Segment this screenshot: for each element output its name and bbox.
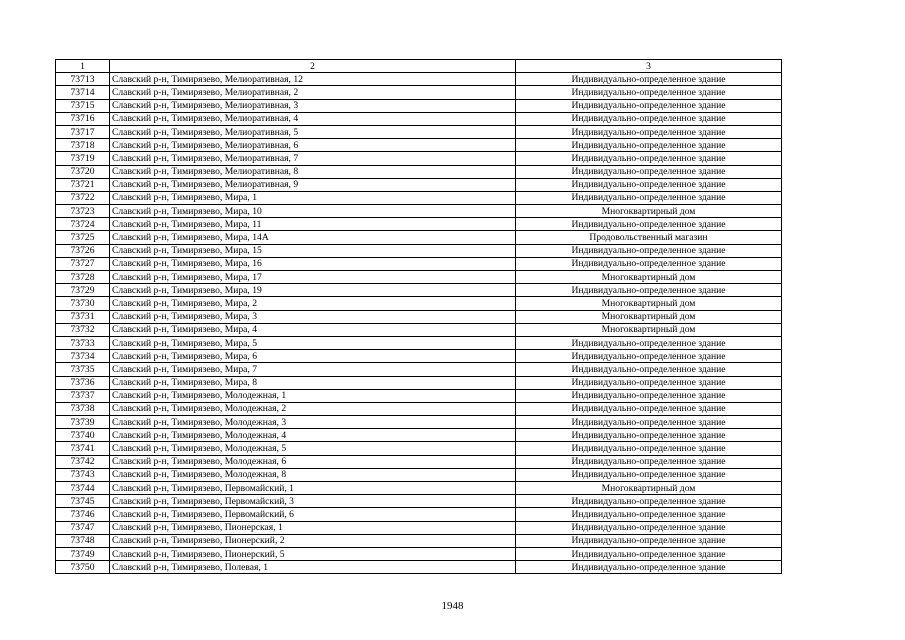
buildings-table	[55, 59, 782, 574]
building-type-cell: Многоквартирный дом	[516, 205, 782, 218]
address-cell: Славский р-н, Тимирязево, Молодежная, 2	[110, 402, 516, 415]
table-row	[56, 86, 782, 99]
building-type-cell: Индивидуально-определенное здание	[516, 389, 782, 402]
registry-number-cell: 73732	[56, 323, 110, 336]
building-type-cell: Индивидуально-определенное здание	[516, 336, 782, 349]
building-type-cell: Индивидуально-определенное здание	[516, 376, 782, 389]
registry-number-cell: 73739	[56, 416, 110, 429]
registry-number-cell: 73722	[56, 191, 110, 204]
registry-number-cell: 73713	[56, 73, 110, 86]
building-type-cell: Индивидуально-определенное здание	[516, 350, 782, 363]
address-cell: Славский р-н, Тимирязево, Мира, 8	[110, 376, 516, 389]
registry-number-cell: 73714	[56, 86, 110, 99]
building-type-cell: Индивидуально-определенное здание	[516, 442, 782, 455]
registry-number-cell: 73736	[56, 376, 110, 389]
table-row	[56, 73, 782, 86]
table-row	[56, 271, 782, 284]
address-cell: Славский р-н, Тимирязево, Мира, 15	[110, 244, 516, 257]
address-cell: Славский р-н, Тимирязево, Мира, 1	[110, 191, 516, 204]
building-type-cell: Индивидуально-определенное здание	[516, 99, 782, 112]
table-row	[56, 482, 782, 495]
table-row	[56, 561, 782, 574]
registry-number-cell: 73735	[56, 363, 110, 376]
address-cell: Славский р-н, Тимирязево, Мелиоративная, 6	[110, 139, 516, 152]
column-header-2: 2	[110, 60, 516, 73]
registry-number-cell: 73721	[56, 178, 110, 191]
table-row	[56, 99, 782, 112]
building-type-cell: Индивидуально-определенное здание	[516, 284, 782, 297]
table-row	[56, 495, 782, 508]
address-cell: Славский р-н, Тимирязево, Первомайский, 6	[110, 508, 516, 521]
building-type-cell: Многоквартирный дом	[516, 310, 782, 323]
building-type-cell: Индивидуально-определенное здание	[516, 86, 782, 99]
address-cell: Славский р-н, Тимирязево, Молодежная, 8	[110, 468, 516, 481]
table-row	[56, 442, 782, 455]
registry-number-cell: 73718	[56, 139, 110, 152]
registry-number-cell: 73719	[56, 152, 110, 165]
address-cell: Славский р-н, Тимирязево, Молодежная, 3	[110, 416, 516, 429]
building-type-cell: Индивидуально-определенное здание	[516, 468, 782, 481]
registry-number-cell: 73742	[56, 455, 110, 468]
address-cell: Славский р-н, Тимирязево, Мира, 3	[110, 310, 516, 323]
column-header-3: 3	[516, 60, 782, 73]
column-header-1: 1	[56, 60, 110, 73]
address-cell: Славский р-н, Тимирязево, Мира, 4	[110, 323, 516, 336]
registry-number-cell: 73730	[56, 297, 110, 310]
building-type-cell: Индивидуально-определенное здание	[516, 495, 782, 508]
registry-number-cell: 73741	[56, 442, 110, 455]
address-cell: Славский р-н, Тимирязево, Пионерская, 1	[110, 521, 516, 534]
table-row	[56, 284, 782, 297]
address-cell: Славский р-н, Тимирязево, Мелиоративная, 2	[110, 86, 516, 99]
table-row	[56, 165, 782, 178]
table-row	[56, 429, 782, 442]
address-cell: Славский р-н, Тимирязево, Мира, 7	[110, 363, 516, 376]
registry-number-cell: 73723	[56, 205, 110, 218]
address-cell: Славский р-н, Тимирязево, Мира, 11	[110, 218, 516, 231]
building-type-cell: Индивидуально-определенное здание	[516, 547, 782, 560]
table-row	[56, 508, 782, 521]
address-cell: Славский р-н, Тимирязево, Полевая, 1	[110, 561, 516, 574]
table-row	[56, 521, 782, 534]
address-cell: Славский р-н, Тимирязево, Молодежная, 5	[110, 442, 516, 455]
table-row	[56, 231, 782, 244]
table-row	[56, 125, 782, 138]
building-type-cell: Многоквартирный дом	[516, 297, 782, 310]
registry-number-cell: 73728	[56, 271, 110, 284]
header-row	[56, 60, 782, 73]
address-cell: Славский р-н, Тимирязево, Мелиоративная, 8	[110, 165, 516, 178]
table-row	[56, 455, 782, 468]
address-cell: Славский р-н, Тимирязево, Пионерский, 2	[110, 534, 516, 547]
registry-number-cell: 73725	[56, 231, 110, 244]
registry-number-cell: 73715	[56, 99, 110, 112]
registry-number-cell: 73727	[56, 257, 110, 270]
registry-number-cell: 73745	[56, 495, 110, 508]
table-row	[56, 139, 782, 152]
address-cell: Славский р-н, Тимирязево, Мира, 10	[110, 205, 516, 218]
building-type-cell: Индивидуально-определенное здание	[516, 521, 782, 534]
table-row	[56, 323, 782, 336]
building-type-cell: Многоквартирный дом	[516, 482, 782, 495]
building-type-cell: Индивидуально-определенное здание	[516, 429, 782, 442]
registry-number-cell: 73747	[56, 521, 110, 534]
building-type-cell: Индивидуально-определенное здание	[516, 139, 782, 152]
address-cell: Славский р-н, Тимирязево, Мелиоративная, 12	[110, 73, 516, 86]
table-row	[56, 178, 782, 191]
registry-number-cell: 73716	[56, 112, 110, 125]
address-cell: Славский р-н, Тимирязево, Молодежная, 1	[110, 389, 516, 402]
address-cell: Славский р-н, Тимирязево, Первомайский, 3	[110, 495, 516, 508]
registry-number-cell: 73733	[56, 336, 110, 349]
address-cell: Славский р-н, Тимирязево, Мелиоративная, 9	[110, 178, 516, 191]
registry-number-cell: 73737	[56, 389, 110, 402]
address-cell: Славский р-н, Тимирязево, Мира, 17	[110, 271, 516, 284]
building-type-cell: Индивидуально-определенное здание	[516, 534, 782, 547]
table-row	[56, 257, 782, 270]
registry-number-cell: 73720	[56, 165, 110, 178]
address-cell: Славский р-н, Тимирязево, Мелиоративная, 5	[110, 125, 516, 138]
table-row	[56, 389, 782, 402]
table-row	[56, 152, 782, 165]
table-row	[56, 112, 782, 125]
building-type-cell: Индивидуально-определенное здание	[516, 152, 782, 165]
address-cell: Славский р-н, Тимирязево, Первомайский, 1	[110, 482, 516, 495]
registry-number-cell: 73726	[56, 244, 110, 257]
building-type-cell: Индивидуально-определенное здание	[516, 244, 782, 257]
building-type-cell: Индивидуально-определенное здание	[516, 165, 782, 178]
registry-number-cell: 73746	[56, 508, 110, 521]
address-cell: Славский р-н, Тимирязево, Мелиоративная, 4	[110, 112, 516, 125]
building-type-cell: Индивидуально-определенное здание	[516, 416, 782, 429]
registry-number-cell: 73744	[56, 482, 110, 495]
registry-number-cell: 73750	[56, 561, 110, 574]
address-cell: Славский р-н, Тимирязево, Пионерский, 5	[110, 547, 516, 560]
page-number: 1948	[441, 600, 464, 612]
building-type-cell: Индивидуально-определенное здание	[516, 125, 782, 138]
table-row	[56, 297, 782, 310]
table-row	[56, 376, 782, 389]
table-row	[56, 547, 782, 560]
address-cell: Славский р-н, Тимирязево, Мелиоративная, 3	[110, 99, 516, 112]
registry-number-cell: 73748	[56, 534, 110, 547]
building-type-cell: Индивидуально-определенное здание	[516, 402, 782, 415]
table-row	[56, 310, 782, 323]
registry-number-cell: 73743	[56, 468, 110, 481]
address-cell: Славский р-н, Тимирязево, Мира, 2	[110, 297, 516, 310]
building-type-cell: Индивидуально-определенное здание	[516, 73, 782, 86]
registry-number-cell: 73749	[56, 547, 110, 560]
table-body	[56, 73, 782, 574]
address-cell: Славский р-н, Тимирязево, Мира, 16	[110, 257, 516, 270]
registry-number-cell: 73729	[56, 284, 110, 297]
table-row	[56, 191, 782, 204]
table-row	[56, 534, 782, 547]
table-row	[56, 336, 782, 349]
building-type-cell: Индивидуально-определенное здание	[516, 257, 782, 270]
registry-number-cell: 73717	[56, 125, 110, 138]
building-type-cell: Многоквартирный дом	[516, 271, 782, 284]
table-row	[56, 402, 782, 415]
registry-number-cell: 73724	[56, 218, 110, 231]
table-row	[56, 468, 782, 481]
building-type-cell: Индивидуально-определенное здание	[516, 508, 782, 521]
registry-number-cell: 73734	[56, 350, 110, 363]
address-cell: Славский р-н, Тимирязево, Молодежная, 4	[110, 429, 516, 442]
address-cell: Славский р-н, Тимирязево, Мелиоративная, 7	[110, 152, 516, 165]
address-cell: Славский р-н, Тимирязево, Мира, 5	[110, 336, 516, 349]
table-row	[56, 218, 782, 231]
building-type-cell: Индивидуально-определенное здание	[516, 455, 782, 468]
table-row	[56, 363, 782, 376]
address-cell: Славский р-н, Тимирязево, Мира, 19	[110, 284, 516, 297]
building-type-cell: Индивидуально-определенное здание	[516, 218, 782, 231]
building-type-cell: Многоквартирный дом	[516, 323, 782, 336]
address-cell: Славский р-н, Тимирязево, Мира, 14А	[110, 231, 516, 244]
building-type-cell: Продовольственный магазин	[516, 231, 782, 244]
building-type-cell: Индивидуально-определенное здание	[516, 363, 782, 376]
address-cell: Славский р-н, Тимирязево, Мира, 6	[110, 350, 516, 363]
table-row	[56, 350, 782, 363]
building-type-cell: Индивидуально-определенное здание	[516, 191, 782, 204]
table-row	[56, 205, 782, 218]
building-type-cell: Индивидуально-определенное здание	[516, 561, 782, 574]
address-cell: Славский р-н, Тимирязево, Молодежная, 6	[110, 455, 516, 468]
building-type-cell: Индивидуально-определенное здание	[516, 178, 782, 191]
registry-number-cell: 73738	[56, 402, 110, 415]
table-row	[56, 416, 782, 429]
registry-number-cell: 73731	[56, 310, 110, 323]
building-type-cell: Индивидуально-определенное здание	[516, 112, 782, 125]
table-row	[56, 244, 782, 257]
registry-number-cell: 73740	[56, 429, 110, 442]
